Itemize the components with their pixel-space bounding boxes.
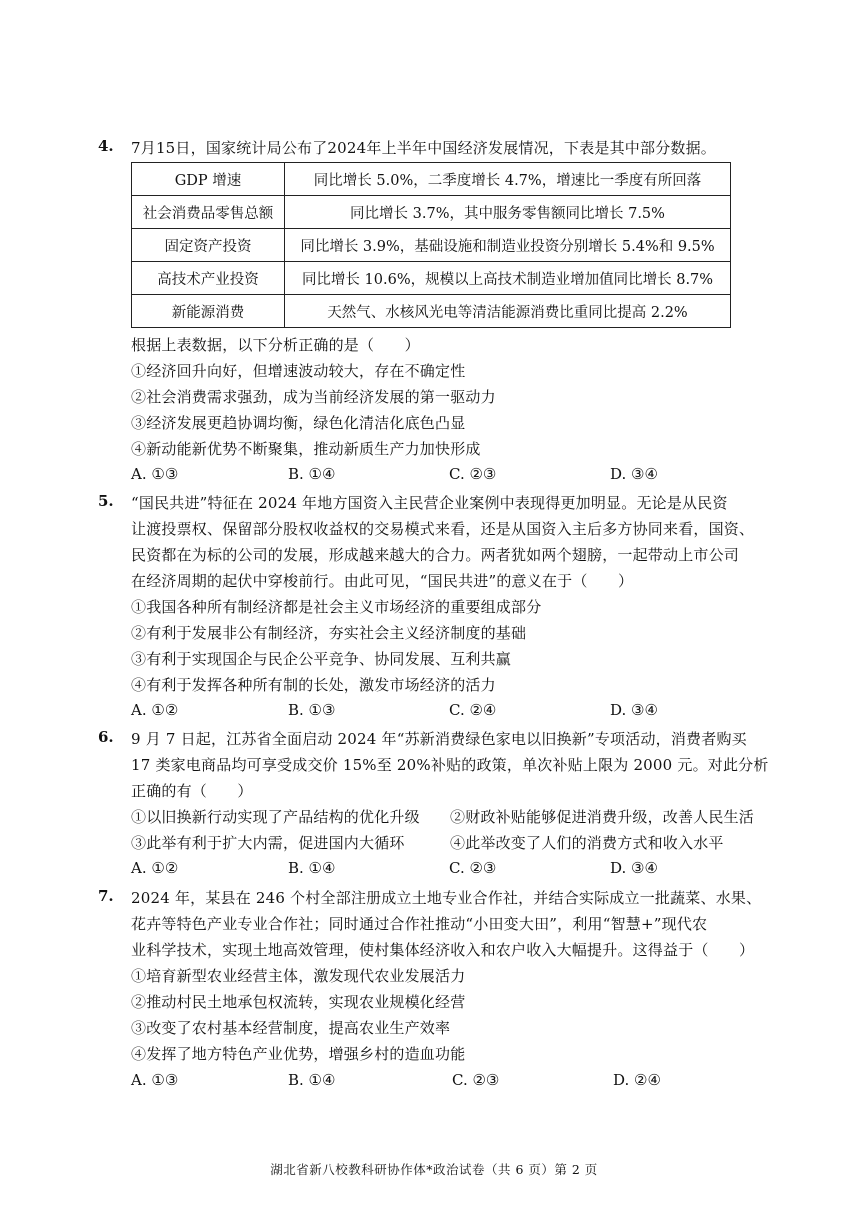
question-4-prompt: 根据上表数据，以下分析正确的是（ ）	[131, 336, 420, 354]
q4-item-4: ④新动能新优势不断聚集，推动新质生产力加快形成	[131, 440, 481, 458]
question-5-line-2: 让渡投票权、保留部分股权收益权的交易模式来看，还是从国资入主后多方协同来看，国资、	[131, 520, 755, 538]
q4-item-3: ③经济发展更趋协调均衡，绿色化清洁化底色凸显	[131, 414, 466, 432]
q6-item-2: ②财政补贴能够促进消费升级，改善人民生活	[450, 808, 755, 826]
q4-data-table	[131, 162, 731, 328]
question-5-number: 5.	[98, 492, 114, 510]
q7-item-1: ①培育新型农业经营主体，激发现代农业发展活力	[131, 967, 466, 985]
q5-option-d[interactable]: D. ③④	[610, 701, 658, 719]
q7-option-c[interactable]: C. ②③	[452, 1071, 500, 1089]
question-5-line-4: 在经济周期的起伏中穿梭前行。由此可见，“国民共进”的意义在于（ ）	[131, 572, 634, 590]
q4-option-c[interactable]: C. ②③	[449, 465, 497, 483]
table-row	[132, 229, 731, 262]
table-label: 社会消费品零售总额	[132, 196, 285, 229]
q7-item-2: ②推动村民土地承包权流转，实现农业规模化经营	[131, 993, 466, 1011]
q6-option-b[interactable]: B. ①④	[288, 859, 336, 877]
q5-option-c[interactable]: C. ②④	[449, 701, 497, 719]
q5-option-b[interactable]: B. ①③	[288, 701, 336, 719]
q4-option-a[interactable]: A. ①③	[131, 465, 179, 483]
q7-option-b[interactable]: B. ①④	[288, 1071, 336, 1089]
question-7-line-1: 2024 年，某县在 246 个村全部注册成立土地专业合作社，并结合实际成立一批蔬菜、水果、	[131, 889, 762, 907]
table-row	[132, 295, 731, 328]
q5-item-1: ①我国各种所有制经济都是社会主义市场经济的重要组成部分	[131, 598, 542, 616]
question-6-line-2: 17 类家电商品均可享受成交价 15%至 20%补贴的政策，单次补贴上限为 2000 元。对此分析	[131, 756, 769, 774]
question-7-line-2: 花卉等特色产业专业合作社；同时通过合作社推动“小田变大田”，利用“智慧+”现代农	[131, 915, 708, 933]
table-row	[132, 163, 731, 196]
question-6-number: 6.	[98, 728, 114, 746]
table-label: GDP 增速	[132, 163, 285, 196]
q4-option-d[interactable]: D. ③④	[610, 465, 658, 483]
table-row	[132, 262, 731, 295]
table-value: 同比增长 3.7%，其中服务零售额同比增长 7.5%	[285, 196, 731, 229]
q5-item-4: ④有利于发挥各种所有制的长处，激发市场经济的活力	[131, 676, 496, 694]
q4-item-2: ②社会消费需求强劲，成为当前经济发展的第一驱动力	[131, 388, 496, 406]
table-label: 固定资产投资	[132, 229, 285, 262]
table-row	[132, 196, 731, 229]
q6-option-a[interactable]: A. ①②	[131, 859, 179, 877]
question-4-number: 4.	[98, 137, 114, 155]
question-4-stem: 7月15日，国家统计局公布了2024年上半年中国经济发展情况，下表是其中部分数据。	[131, 139, 717, 157]
question-6-line-1: 9 月 7 日起，江苏省全面启动 2024 年“苏新消费绿色家电以旧换新”专项活动，消费者购买	[131, 730, 747, 748]
q6-option-c[interactable]: C. ②③	[449, 859, 497, 877]
table-value: 同比增长 3.9%，基础设施和制造业投资分别增长 5.4%和 9.5%	[285, 229, 731, 262]
q5-option-a[interactable]: A. ①②	[131, 701, 179, 719]
q6-item-3: ③此举有利于扩大内需，促进国内大循环	[131, 834, 405, 852]
q5-item-2: ②有利于发展非公有制经济，夯实社会主义经济制度的基础	[131, 624, 527, 642]
q4-option-b[interactable]: B. ①④	[288, 465, 336, 483]
question-5-line-3: 民资都在为标的公司的发展，形成越来越大的合力。两者犹如两个翅膀，一起带动上市公司	[131, 546, 740, 564]
question-7-line-3: 业科学技术，实现土地高效管理，使村集体经济收入和农户收入大幅提升。这得益于（ ）	[131, 941, 755, 959]
q6-item-1: ①以旧换新行动实现了产品结构的优化升级	[131, 808, 420, 826]
table-value: 同比增长 10.6%，规模以上高技术制造业增加值同比增长 8.7%	[285, 262, 731, 295]
q7-item-3: ③改变了农村基本经营制度，提高农业生产效率	[131, 1019, 451, 1037]
q4-item-1: ①经济回升向好，但增速波动较大，存在不确定性	[131, 362, 466, 380]
table-value: 天然气、水核风光电等清洁能源消费比重同比提高 2.2%	[285, 295, 731, 328]
q7-item-4: ④发挥了地方特色产业优势，增强乡村的造血功能	[131, 1045, 466, 1063]
q6-option-d[interactable]: D. ③④	[610, 859, 658, 877]
table-label: 高技术产业投资	[132, 262, 285, 295]
question-5-line-1: “国民共进”特征在 2024 年地方国资入主民营企业案例中表现得更加明显。无论是从民资	[131, 494, 728, 512]
q6-item-4: ④此举改变了人们的消费方式和收入水平	[450, 834, 724, 852]
table-label: 新能源消费	[132, 295, 285, 328]
page-footer: 湖北省新八校教科研协作体*政治试卷（共 6 页）第 2 页	[270, 1162, 598, 1177]
table-value: 同比增长 5.0%，二季度增长 4.7%，增速比一季度有所回落	[285, 163, 731, 196]
q7-option-a[interactable]: A. ①③	[131, 1071, 179, 1089]
q7-option-d[interactable]: D. ②④	[613, 1071, 661, 1089]
question-6-line-3: 正确的有（ ）	[131, 782, 253, 800]
q5-item-3: ③有利于实现国企与民企公平竞争、协同发展、互利共赢	[131, 650, 512, 668]
question-7-number: 7.	[98, 887, 114, 905]
